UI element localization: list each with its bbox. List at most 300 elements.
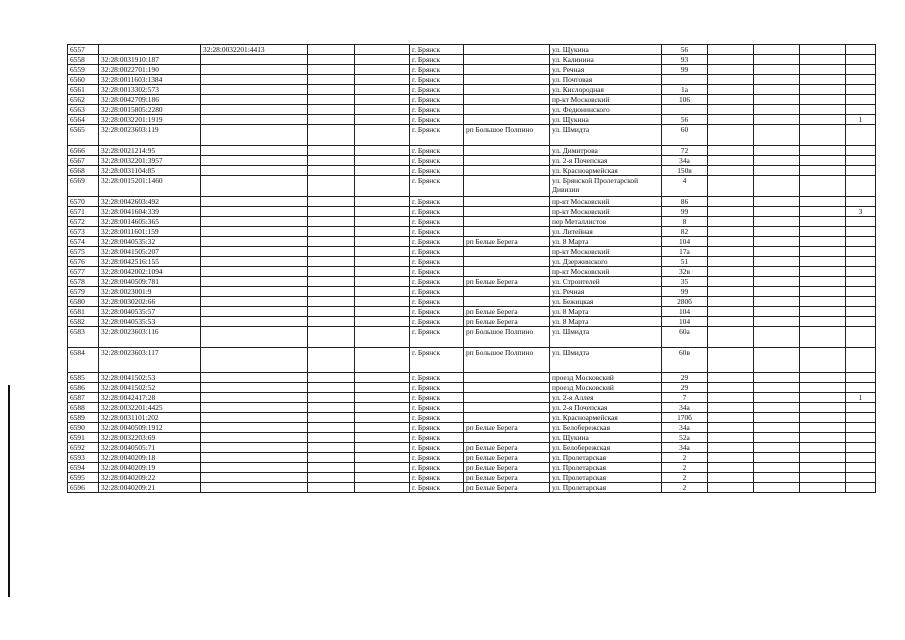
street-cell: пр-кт Московский — [550, 197, 662, 207]
cadastral-number-alt-cell — [201, 348, 308, 373]
empty-cell — [708, 373, 754, 383]
cadastral-number-alt-cell — [201, 55, 308, 65]
empty-cell — [754, 166, 800, 176]
empty-cell — [355, 146, 410, 156]
cadastral-number-cell: 32:28:0021214:95 — [99, 146, 201, 156]
table-row — [68, 307, 876, 317]
street-cell: ул. Почтовая — [550, 75, 662, 85]
street-cell: ул. Пролетарская — [550, 453, 662, 463]
cadastral-number-cell: 32:28:0040209:22 — [99, 473, 201, 483]
cadastral-number-cell: 32:28:0040209:18 — [99, 453, 201, 463]
apartment-count-cell — [846, 463, 876, 473]
apartment-count-cell — [846, 307, 876, 317]
empty-cell — [355, 156, 410, 166]
city-cell: г. Брянск — [410, 463, 464, 473]
cadastral-number-cell: 32:28:0023603:117 — [99, 348, 201, 373]
empty-cell — [754, 207, 800, 217]
settlement-cell: рп Белые Берега — [464, 463, 550, 473]
table-row — [68, 176, 876, 197]
table-row — [68, 85, 876, 95]
house-number-cell: 56 — [662, 115, 708, 125]
empty-cell — [800, 453, 846, 463]
cadastral-number-alt-cell — [201, 75, 308, 85]
house-number-cell: 280б — [662, 297, 708, 307]
cadastral-number-cell: 32:28:0013302:573 — [99, 85, 201, 95]
empty-cell — [308, 297, 355, 307]
empty-cell — [308, 237, 355, 247]
empty-cell — [308, 373, 355, 383]
row-number-cell: 6563 — [68, 105, 99, 115]
settlement-cell — [464, 227, 550, 237]
empty-cell — [800, 297, 846, 307]
empty-cell — [754, 317, 800, 327]
row-number-cell: 6583 — [68, 327, 99, 348]
street-cell: ул. Шмидта — [550, 348, 662, 373]
street-cell: пер Металлистов — [550, 217, 662, 227]
row-number-cell: 6558 — [68, 55, 99, 65]
empty-cell — [800, 197, 846, 207]
house-number-cell: 82 — [662, 227, 708, 237]
empty-cell — [800, 95, 846, 105]
city-cell: г. Брянск — [410, 156, 464, 166]
empty-cell — [708, 267, 754, 277]
house-number-cell: 2 — [662, 473, 708, 483]
house-number-cell: 29 — [662, 373, 708, 383]
table-row — [68, 257, 876, 267]
row-number-cell: 6567 — [68, 156, 99, 166]
apartment-count-cell — [846, 217, 876, 227]
city-cell: г. Брянск — [410, 125, 464, 146]
empty-cell — [308, 483, 355, 493]
settlement-cell: рп Белые Берега — [464, 317, 550, 327]
city-cell: г. Брянск — [410, 75, 464, 85]
empty-cell — [754, 307, 800, 317]
table-row — [68, 217, 876, 227]
cadastral-number-cell: 32:28:0040535:32 — [99, 237, 201, 247]
cadastral-number-alt-cell — [201, 403, 308, 413]
city-cell: г. Брянск — [410, 423, 464, 433]
cadastral-number-alt-cell — [201, 297, 308, 307]
table-row — [68, 95, 876, 105]
empty-cell — [754, 373, 800, 383]
apartment-count-cell — [846, 373, 876, 383]
cadastral-number-cell: 32:28:0023603:119 — [99, 125, 201, 146]
apartment-count-cell — [846, 443, 876, 453]
city-cell: г. Брянск — [410, 297, 464, 307]
empty-cell — [754, 105, 800, 115]
house-number-cell: 170б — [662, 413, 708, 423]
empty-cell — [355, 483, 410, 493]
row-number-cell: 6584 — [68, 348, 99, 373]
scan-margin-line — [8, 385, 10, 597]
empty-cell — [754, 277, 800, 287]
empty-cell — [800, 227, 846, 237]
apartment-count-cell: 3 — [846, 207, 876, 217]
empty-cell — [708, 413, 754, 423]
house-number-cell: 1а — [662, 85, 708, 95]
empty-cell — [355, 473, 410, 483]
apartment-count-cell — [846, 197, 876, 207]
empty-cell — [355, 197, 410, 207]
settlement-cell — [464, 95, 550, 105]
empty-cell — [754, 257, 800, 267]
cadastral-number-alt-cell — [201, 247, 308, 257]
empty-cell — [355, 125, 410, 146]
settlement-cell — [464, 75, 550, 85]
empty-cell — [308, 257, 355, 267]
apartment-count-cell: 1 — [846, 115, 876, 125]
empty-cell — [800, 383, 846, 393]
empty-cell — [355, 297, 410, 307]
cadastral-number-cell: 32:28:0031910:187 — [99, 55, 201, 65]
settlement-cell: рп Большое Полпино — [464, 348, 550, 373]
empty-cell — [308, 55, 355, 65]
apartment-count-cell — [846, 146, 876, 156]
empty-cell — [754, 156, 800, 166]
cadastral-number-alt-cell — [201, 413, 308, 423]
table-row — [68, 125, 876, 146]
empty-cell — [355, 166, 410, 176]
table-row — [68, 267, 876, 277]
settlement-cell — [464, 267, 550, 277]
street-cell: ул. Федюнинского — [550, 105, 662, 115]
settlement-cell: рп Большое Полпино — [464, 125, 550, 146]
empty-cell — [355, 267, 410, 277]
empty-cell — [355, 443, 410, 453]
table-row — [68, 383, 876, 393]
apartment-count-cell — [846, 287, 876, 297]
empty-cell — [355, 307, 410, 317]
empty-cell — [754, 65, 800, 75]
street-cell: ул. Белобережская — [550, 423, 662, 433]
house-number-cell: 104 — [662, 307, 708, 317]
settlement-cell — [464, 383, 550, 393]
empty-cell — [308, 247, 355, 257]
city-cell: г. Брянск — [410, 413, 464, 423]
empty-cell — [708, 156, 754, 166]
cadastral-number-alt-cell — [201, 207, 308, 217]
house-number-cell: 34а — [662, 423, 708, 433]
apartment-count-cell — [846, 85, 876, 95]
empty-cell — [754, 247, 800, 257]
settlement-cell — [464, 433, 550, 443]
row-number-cell: 6561 — [68, 85, 99, 95]
empty-cell — [800, 443, 846, 453]
row-number-cell: 6581 — [68, 307, 99, 317]
city-cell: г. Брянск — [410, 227, 464, 237]
empty-cell — [308, 473, 355, 483]
cadastral-number-alt-cell — [201, 433, 308, 443]
empty-cell — [754, 85, 800, 95]
street-cell: ул. Пролетарская — [550, 473, 662, 483]
house-number-cell: 106 — [662, 95, 708, 105]
city-cell: г. Брянск — [410, 267, 464, 277]
row-number-cell: 6565 — [68, 125, 99, 146]
row-number-cell: 6591 — [68, 433, 99, 443]
house-number-cell: 4 — [662, 176, 708, 197]
apartment-count-cell — [846, 433, 876, 443]
house-number-cell — [662, 75, 708, 85]
empty-cell — [800, 433, 846, 443]
empty-cell — [355, 373, 410, 383]
house-number-cell: 104 — [662, 237, 708, 247]
table-row — [68, 105, 876, 115]
house-number-cell: 17а — [662, 247, 708, 257]
house-number-cell: 34а — [662, 443, 708, 453]
city-cell: г. Брянск — [410, 95, 464, 105]
empty-cell — [355, 227, 410, 237]
apartment-count-cell — [846, 348, 876, 373]
row-number-cell: 6577 — [68, 267, 99, 277]
table-row — [68, 373, 876, 383]
empty-cell — [754, 443, 800, 453]
empty-cell — [355, 207, 410, 217]
cadastral-number-cell: 32:28:0031101:202 — [99, 413, 201, 423]
empty-cell — [708, 473, 754, 483]
apartment-count-cell — [846, 317, 876, 327]
city-cell: г. Брянск — [410, 307, 464, 317]
empty-cell — [754, 393, 800, 403]
empty-cell — [754, 423, 800, 433]
table-row — [68, 197, 876, 207]
house-number-cell: 52а — [662, 433, 708, 443]
apartment-count-cell — [846, 247, 876, 257]
table-row — [68, 207, 876, 217]
apartment-count-cell — [846, 483, 876, 493]
empty-cell — [308, 348, 355, 373]
empty-cell — [708, 433, 754, 443]
table-row — [68, 55, 876, 65]
empty-cell — [800, 348, 846, 373]
cadastral-number-cell: 32:28:0040209:19 — [99, 463, 201, 473]
table-row — [68, 247, 876, 257]
cadastral-number-alt-cell — [201, 166, 308, 176]
empty-cell — [708, 146, 754, 156]
house-number-cell: 2 — [662, 453, 708, 463]
empty-cell — [355, 65, 410, 75]
apartment-count-cell — [846, 75, 876, 85]
empty-cell — [308, 115, 355, 125]
cadastral-number-cell: 32:28:0030202:66 — [99, 297, 201, 307]
city-cell: г. Брянск — [410, 65, 464, 75]
apartment-count-cell — [846, 423, 876, 433]
city-cell: г. Брянск — [410, 45, 464, 55]
cadastral-number-alt-cell — [201, 307, 308, 317]
city-cell: г. Брянск — [410, 85, 464, 95]
table-row — [68, 156, 876, 166]
empty-cell — [800, 237, 846, 247]
city-cell: г. Брянск — [410, 373, 464, 383]
apartment-count-cell — [846, 413, 876, 423]
apartment-count-cell: 1 — [846, 393, 876, 403]
street-cell: проезд Московский — [550, 383, 662, 393]
settlement-cell — [464, 115, 550, 125]
apartment-count-cell — [846, 267, 876, 277]
empty-cell — [754, 403, 800, 413]
empty-cell — [800, 115, 846, 125]
cadastral-number-cell: 32:28:0022701:190 — [99, 65, 201, 75]
empty-cell — [355, 287, 410, 297]
empty-cell — [308, 327, 355, 348]
house-number-cell: 32в — [662, 267, 708, 277]
street-cell: ул. Белобережская — [550, 443, 662, 453]
apartment-count-cell — [846, 65, 876, 75]
city-cell: г. Брянск — [410, 433, 464, 443]
empty-cell — [355, 105, 410, 115]
empty-cell — [800, 45, 846, 55]
empty-cell — [800, 247, 846, 257]
street-cell: ул. Речная — [550, 287, 662, 297]
empty-cell — [800, 287, 846, 297]
empty-cell — [355, 403, 410, 413]
table-row — [68, 453, 876, 463]
empty-cell — [800, 327, 846, 348]
cadastral-number-cell: 32:28:0032201:4425 — [99, 403, 201, 413]
cadastral-number-cell: 32:28:0015805:2280 — [99, 105, 201, 115]
cadastral-number-cell — [99, 45, 201, 55]
street-cell: ул. Пролетарская — [550, 463, 662, 473]
empty-cell — [800, 85, 846, 95]
settlement-cell — [464, 65, 550, 75]
empty-cell — [355, 217, 410, 227]
row-number-cell: 6582 — [68, 317, 99, 327]
city-cell: г. Брянск — [410, 55, 464, 65]
settlement-cell — [464, 247, 550, 257]
table-row — [68, 277, 876, 287]
cadastral-number-alt-cell — [201, 463, 308, 473]
empty-cell — [708, 247, 754, 257]
cadastral-number-cell: 32:28:0023001:9 — [99, 287, 201, 297]
settlement-cell: рп Большое Полпино — [464, 327, 550, 348]
empty-cell — [308, 227, 355, 237]
empty-cell — [754, 473, 800, 483]
street-cell: ул. 2-я Почепская — [550, 156, 662, 166]
empty-cell — [800, 105, 846, 115]
cadastral-number-alt-cell — [201, 393, 308, 403]
street-cell: ул. Бежицкая — [550, 297, 662, 307]
empty-cell — [800, 176, 846, 197]
row-number-cell: 6595 — [68, 473, 99, 483]
empty-cell — [308, 393, 355, 403]
empty-cell — [355, 433, 410, 443]
empty-cell — [708, 463, 754, 473]
settlement-cell — [464, 217, 550, 227]
apartment-count-cell — [846, 45, 876, 55]
empty-cell — [800, 55, 846, 65]
city-cell: г. Брянск — [410, 277, 464, 287]
cadastral-number-cell: 32:28:0042603:492 — [99, 197, 201, 207]
house-number-cell: 56 — [662, 45, 708, 55]
cadastral-number-alt-cell — [201, 95, 308, 105]
house-number-cell: 99 — [662, 287, 708, 297]
empty-cell — [308, 267, 355, 277]
street-cell: ул. Димитрова — [550, 146, 662, 156]
empty-cell — [355, 247, 410, 257]
empty-cell — [355, 257, 410, 267]
house-number-cell: 7 — [662, 393, 708, 403]
empty-cell — [708, 227, 754, 237]
cadastral-number-alt-cell — [201, 443, 308, 453]
cadastral-number-alt-cell — [201, 115, 308, 125]
city-cell: г. Брянск — [410, 348, 464, 373]
empty-cell — [308, 146, 355, 156]
settlement-cell — [464, 207, 550, 217]
row-number-cell: 6564 — [68, 115, 99, 125]
settlement-cell — [464, 85, 550, 95]
row-number-cell: 6562 — [68, 95, 99, 105]
settlement-cell — [464, 146, 550, 156]
empty-cell — [355, 393, 410, 403]
house-number-cell: 2 — [662, 483, 708, 493]
empty-cell — [754, 433, 800, 443]
street-cell: ул. Щукина — [550, 433, 662, 443]
empty-cell — [308, 156, 355, 166]
empty-cell — [355, 413, 410, 423]
empty-cell — [308, 207, 355, 217]
settlement-cell — [464, 197, 550, 207]
empty-cell — [708, 115, 754, 125]
table-row — [68, 443, 876, 453]
empty-cell — [355, 237, 410, 247]
cadastral-number-cell: 32:28:0040505:71 — [99, 443, 201, 453]
empty-cell — [800, 463, 846, 473]
empty-cell — [355, 463, 410, 473]
empty-cell — [800, 307, 846, 317]
empty-cell — [708, 297, 754, 307]
empty-cell — [708, 95, 754, 105]
cadastral-number-alt-cell — [201, 146, 308, 156]
apartment-count-cell — [846, 383, 876, 393]
table-row — [68, 65, 876, 75]
empty-cell — [308, 45, 355, 55]
cadastral-number-alt-cell — [201, 257, 308, 267]
row-number-cell: 6566 — [68, 146, 99, 156]
row-number-cell: 6559 — [68, 65, 99, 75]
empty-cell — [708, 257, 754, 267]
city-cell: г. Брянск — [410, 217, 464, 227]
empty-cell — [308, 95, 355, 105]
cadastral-number-alt-cell — [201, 423, 308, 433]
cadastral-number-cell: 32:28:0011601:159 — [99, 227, 201, 237]
street-cell: ул. Пролетарская — [550, 483, 662, 493]
city-cell: г. Брянск — [410, 257, 464, 267]
empty-cell — [308, 176, 355, 197]
empty-cell — [754, 483, 800, 493]
house-number-cell: 150в — [662, 166, 708, 176]
table-row — [68, 463, 876, 473]
city-cell: г. Брянск — [410, 327, 464, 348]
cadastral-number-cell: 32:28:0041505:207 — [99, 247, 201, 257]
house-number-cell: 99 — [662, 65, 708, 75]
empty-cell — [708, 383, 754, 393]
empty-cell — [754, 176, 800, 197]
table-body — [68, 45, 876, 493]
settlement-cell: рп Белые Берега — [464, 483, 550, 493]
empty-cell — [708, 75, 754, 85]
apartment-count-cell — [846, 105, 876, 115]
empty-cell — [308, 166, 355, 176]
street-cell: ул. Шмидта — [550, 125, 662, 146]
empty-cell — [355, 383, 410, 393]
table-row — [68, 433, 876, 443]
street-cell: пр-кт Московский — [550, 267, 662, 277]
cadastral-number-alt-cell — [201, 176, 308, 197]
empty-cell — [308, 433, 355, 443]
empty-cell — [308, 277, 355, 287]
empty-cell — [708, 237, 754, 247]
cadastral-number-alt-cell — [201, 317, 308, 327]
settlement-cell — [464, 156, 550, 166]
